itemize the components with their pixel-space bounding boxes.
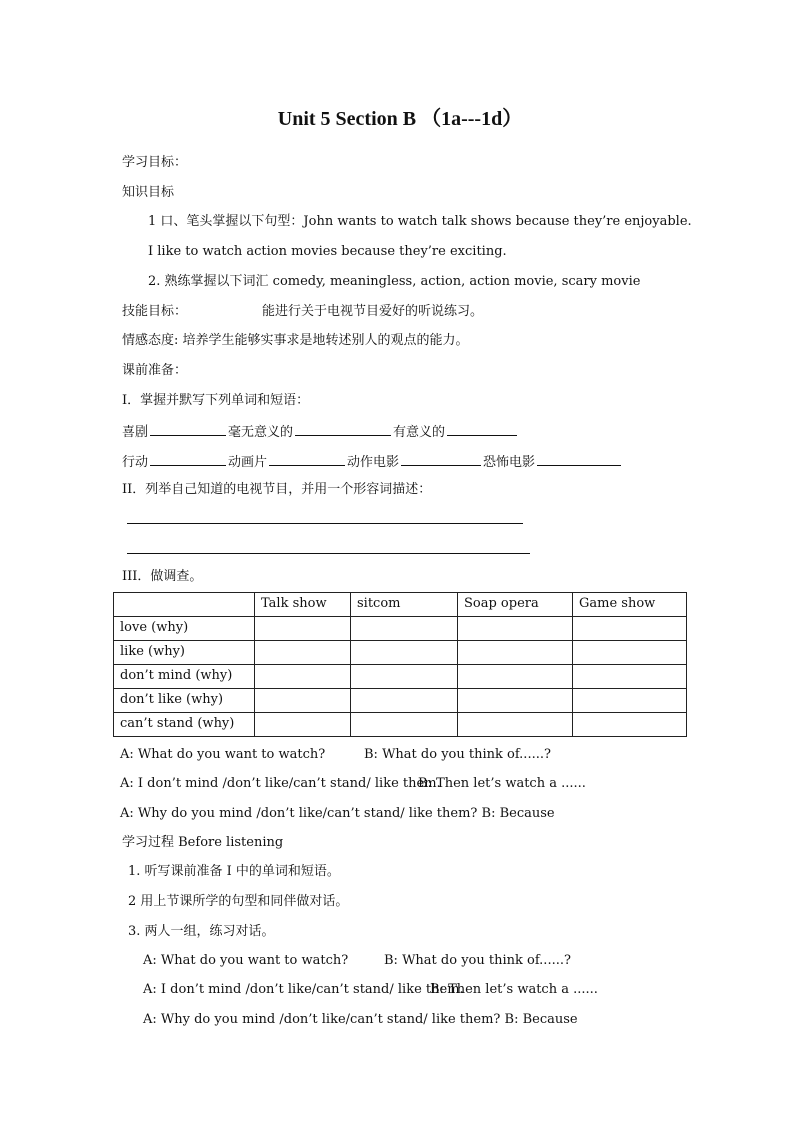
answer-cell[interactable]	[458, 713, 573, 737]
answer-cell[interactable]	[255, 641, 351, 665]
table-header-row	[114, 593, 687, 617]
answer-blank[interactable]	[150, 451, 226, 466]
answer-cell[interactable]	[573, 665, 687, 689]
knowledge-item-1b: I like to watch action movies because they’re exciting.	[148, 244, 507, 259]
row-label: love (why)	[114, 617, 255, 641]
practice-line-1a: A: What do you want to watch?	[143, 953, 349, 968]
knowledge-label: 知识目标	[122, 185, 175, 200]
row-label: like (why)	[114, 641, 255, 665]
answer-blank[interactable]	[447, 421, 517, 436]
prep-item-2: II．列举自己知道的电视节目，并用一个形容词描述：	[122, 482, 432, 497]
table-header-cell: Talk show	[255, 593, 351, 617]
vocab-action-movie: 动作电影	[347, 455, 400, 470]
vocab-row-1	[122, 421, 519, 442]
knowledge-item-1: 1 口、笔头掌握以下句型：John wants to watch talk shows because they’re enjoyable.	[148, 214, 692, 229]
table-header-cell	[114, 593, 255, 617]
table-row	[114, 617, 687, 641]
answer-cell[interactable]	[255, 665, 351, 689]
table-header-cell: sitcom	[351, 593, 458, 617]
row-label: can’t stand (why)	[114, 713, 255, 737]
answer-cell[interactable]	[255, 689, 351, 713]
prep-label: 课前准备：	[122, 363, 188, 378]
dialog-line-1a: A: What do you want to watch?	[120, 747, 326, 762]
answer-cell[interactable]	[573, 689, 687, 713]
dialog-line-3: A: Why do you mind /don’t like/can’t stand/ like them? B: Because	[120, 806, 555, 821]
dialog-line-2b: B: Then let’s watch a ......	[418, 776, 586, 791]
answer-cell[interactable]	[458, 665, 573, 689]
answer-cell[interactable]	[573, 713, 687, 737]
table-row	[114, 665, 687, 689]
vocab-meaningless: 毫无意义的	[228, 425, 294, 440]
answer-blank[interactable]	[537, 451, 621, 466]
page-title: Unit 5 Section B （1a---1d）	[277, 108, 523, 130]
row-label: don’t like (why)	[114, 689, 255, 713]
practice-line-1b: B: What do you think of......?	[384, 953, 571, 968]
process-label: 学习过程 Before listening	[122, 835, 284, 850]
answer-cell[interactable]	[351, 713, 458, 737]
row-label: don’t mind (why)	[114, 665, 255, 689]
skill-text: 能进行关于电视节目爱好的听说练习。	[262, 304, 484, 319]
answer-cell[interactable]	[458, 641, 573, 665]
vocab-cartoon: 动画片	[228, 455, 268, 470]
skill-label: 技能目标：	[122, 304, 188, 319]
table-header-cell: Soap opera	[458, 593, 573, 617]
practice-line-3: A: Why do you mind /don’t like/can’t stand/ like them? B: Because	[143, 1012, 578, 1027]
prep-item-3: III．做调查。	[122, 569, 203, 584]
attitude-text: 情感态度: 培养学生能够实事求是地转述别人的观点的能力。	[122, 333, 469, 348]
answer-cell[interactable]	[351, 689, 458, 713]
process-step-2: 2 用上节课所学的句型和同伴做对话。	[128, 894, 349, 909]
practice-line-2b: B: Then let’s watch a ......	[430, 982, 598, 997]
dialog-line-1b: B: What do you think of......?	[364, 747, 551, 762]
table-row	[114, 713, 687, 737]
table-row	[114, 641, 687, 665]
prep-item-1: I．掌握并默写下列单词和短语：	[122, 393, 310, 408]
answer-cell[interactable]	[458, 689, 573, 713]
answer-blank[interactable]	[269, 451, 345, 466]
objectives-label: 学习目标：	[122, 155, 188, 170]
answer-cell[interactable]	[351, 665, 458, 689]
answer-cell[interactable]	[573, 617, 687, 641]
answer-blank[interactable]	[295, 421, 391, 436]
table-header-cell: Game show	[573, 593, 687, 617]
answer-cell[interactable]	[351, 617, 458, 641]
process-step-1: 1. 听写课前准备 I 中的单词和短语。	[128, 864, 340, 879]
dialog-line-2a: A: I don’t mind /don’t like/can’t stand/ like them.	[120, 776, 441, 791]
answer-line-1[interactable]	[127, 523, 523, 524]
answer-cell[interactable]	[255, 713, 351, 737]
practice-line-2a: A: I don’t mind /don’t like/can’t stand/ like them.	[143, 982, 464, 997]
vocab-comedy: 喜剧	[122, 425, 149, 440]
answer-cell[interactable]	[351, 641, 458, 665]
answer-cell[interactable]	[458, 617, 573, 641]
answer-blank[interactable]	[150, 421, 226, 436]
knowledge-item-2: 2. 熟练掌握以下词汇 comedy, meaningless, action, action movie, scary movie	[148, 274, 641, 289]
vocab-meaningful: 有意义的	[393, 425, 446, 440]
vocab-action: 行动	[122, 455, 149, 470]
answer-line-2[interactable]	[127, 553, 530, 554]
answer-cell[interactable]	[255, 617, 351, 641]
process-step-3: 3. 两人一组，练习对话。	[128, 924, 275, 939]
vocab-row-2	[122, 451, 623, 472]
answer-blank[interactable]	[401, 451, 481, 466]
vocab-scary-movie: 恐怖电影	[483, 455, 536, 470]
table-row	[114, 689, 687, 713]
survey-table	[113, 592, 687, 737]
answer-cell[interactable]	[573, 641, 687, 665]
